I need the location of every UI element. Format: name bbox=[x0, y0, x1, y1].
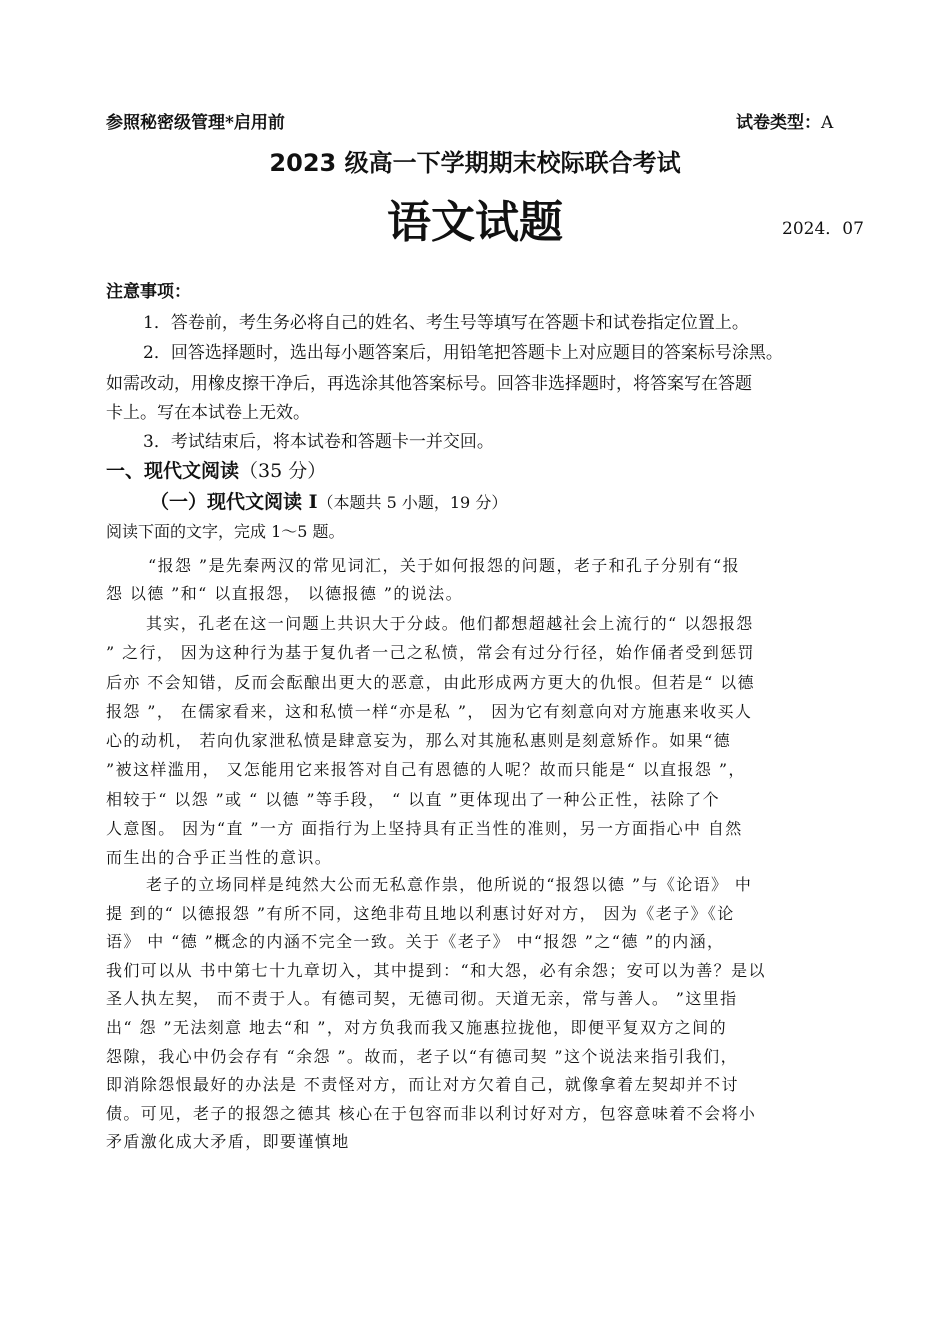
paragraph-line: 其实，孔老在这一问题上共识大于分歧。他们都想超越社会上流行的“ 以怨报怨 bbox=[146, 614, 754, 633]
paragraph-line: ” 之行， 因为这种行为基于复仇者一己之私愤，常会有过分行径，始作俑者受到惩罚 bbox=[106, 643, 755, 663]
paper-type-value: A bbox=[821, 113, 834, 133]
subsection-title: （一）现代文阅读 Ⅰ bbox=[150, 491, 318, 513]
paragraph-line: 圣人执左契， 而不责于人。有德司契，无德司彻。天道无亲，常与善人。 ”这里指 bbox=[106, 989, 738, 1009]
passage-paragraph bbox=[106, 552, 856, 608]
paragraph-line: 我们可以从 书中第七十九章切入，其中提到：“和大怨，必有余怨；安可以为善？是以 bbox=[106, 960, 766, 980]
paragraph-line: 后亦 不会知错，反而会酝酿出更大的恶意，由此形成两方更大的仇恨。但若是“ 以德 bbox=[106, 672, 755, 692]
paragraph-line: 提 到的“ 以德报怨 ”有所不同，这绝非苟且地以利惠讨好对方， 因为《老子》《论 bbox=[106, 903, 735, 923]
paragraph-line: 语》 中 “德 ”概念的内涵不完全一致。关于《老子》 中“报怨 ”之“德 ”的内涵， bbox=[106, 932, 725, 952]
notice-item: 卡上。写在本试卷上无效。 bbox=[106, 403, 310, 423]
exam-title: 2023 级高一下学期期末校际联合考试 bbox=[269, 149, 681, 177]
notice-title: 注意事项： bbox=[106, 282, 191, 302]
subsection-score: （本题共 5 小题，19 分） bbox=[317, 493, 508, 512]
paragraph-line: 出“ 怨 ”无法刻意 地去“和 ”，对方负我而我又施惠拉拢他，即便平复双方之间的 bbox=[106, 1017, 728, 1037]
passage-paragraph bbox=[106, 871, 856, 1157]
secrecy-label: 参照秘密级管理*启用前 bbox=[106, 113, 285, 133]
section-score: （35 分） bbox=[239, 460, 327, 482]
reading-instruction: 阅读下面的文字，完成 1～5 题。 bbox=[106, 522, 345, 541]
notice-item: 2．回答选择题时，选出每小题答案后，用铅笔把答题卡上对应题目的答案标号涂黑。 bbox=[143, 343, 783, 363]
notice-item: 3．考试结束后，将本试卷和答题卡一并交回。 bbox=[143, 432, 494, 452]
paragraph-line: 老子的立场同样是纯然大公而无私意作祟，他所说的“报怨以德 ”与《论语》 中 bbox=[146, 875, 753, 894]
paragraph-line: 即消除怨恨最好的办法是 不责怪对方，而让对方欠着自己，就像拿着左契却并不讨 bbox=[106, 1075, 739, 1095]
paragraph-line: 而生出的合乎正当性的意识。 bbox=[106, 848, 333, 868]
section-title: 一、现代文阅读 bbox=[106, 460, 240, 482]
passage-paragraph bbox=[106, 609, 856, 873]
paragraph-line: 报怨 ”， 在儒家看来，这和私愤一样“亦是私 ”， 因为它有刻意向对方施惠来收买人 bbox=[106, 701, 753, 721]
paragraph-line: “报怨 ”是先秦两汉的常见词汇，关于如何报怨的问题，老子和孔子分别有“报 bbox=[148, 556, 741, 575]
paragraph-line: 相较于“ 以怨 ”或 “ 以德 ”等手段， “ 以直 ”更体现出了一种公正性，祛除了个 bbox=[106, 789, 720, 809]
paragraph-line: ”被这样滥用， 又怎能用它来报答对自己有恩德的人呢？故而只能是“ 以直报怨 ”， bbox=[106, 760, 746, 780]
notice-item: 1．答卷前，考生务必将自己的姓名、考生号等填写在答题卡和试卷指定位置上。 bbox=[143, 313, 749, 333]
subject-title: 语文试题 bbox=[387, 197, 563, 248]
notice-item: 如需改动，用橡皮擦干净后，再选涂其他答案标号。回答非选择题时，将答案写在答题 bbox=[106, 374, 752, 394]
paragraph-line: 债。可见，老子的报怨之德其 核心在于包容而非以利讨好对方，包容意味着不会将小 bbox=[106, 1103, 757, 1123]
paragraph-line: 怨隙，我心中仍会存有 “余怨 ”。故而，老子以“有德司契 ”这个说法来指引我们， bbox=[106, 1046, 738, 1066]
paper-type bbox=[736, 108, 833, 133]
paragraph-line: 人意图。 因为“直 ”一方 面指行为上坚持具有正当性的准则，另一方面指心中 自然 bbox=[106, 819, 743, 839]
subsection-heading bbox=[150, 487, 507, 514]
section-heading bbox=[106, 456, 326, 483]
paper-type-label: 试卷类型： bbox=[736, 113, 821, 133]
paragraph-line: 怨 以德 ”和“ 以直报怨， 以德报德 ”的说法。 bbox=[106, 584, 463, 603]
exam-date: 2024．07 bbox=[782, 219, 864, 239]
paragraph-line: 矛盾激化成大矛盾，即要谨慎地 bbox=[106, 1132, 350, 1152]
paragraph-line: 心的动机， 若向仇家泄私愤是肆意妄为，那么对其施私惠则是刻意矫作。如果“德 bbox=[106, 731, 732, 751]
